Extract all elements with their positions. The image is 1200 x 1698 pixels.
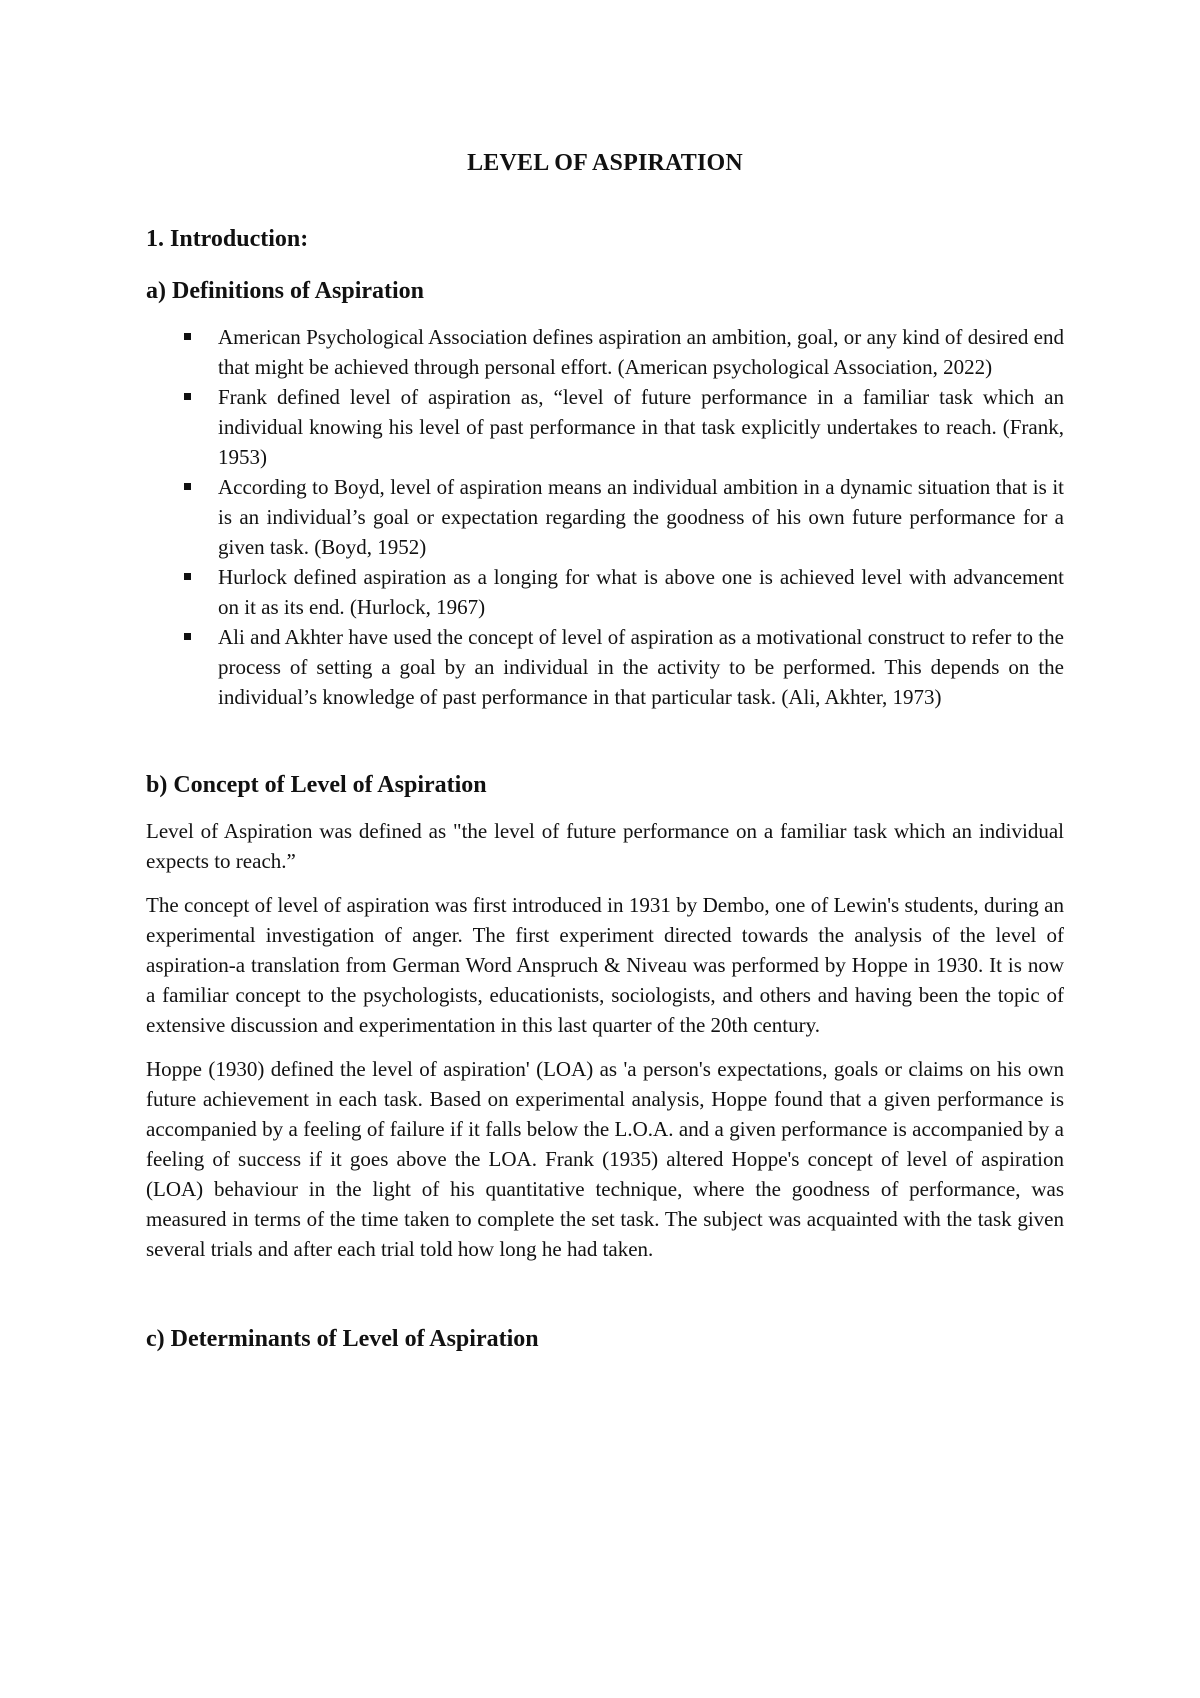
definitions-list <box>146 322 1064 712</box>
subsection-heading-definitions: a) Definitions of Aspiration <box>146 278 425 304</box>
subsection-heading-concept: b) Concept of Level of Aspiration <box>146 772 487 798</box>
document-title: LEVEL OF ASPIRATION <box>467 150 743 176</box>
square-bullet-icon <box>184 633 191 640</box>
list-item-text: According to Boyd, level of aspiration means an individual ambition in a dynamic situation that is it is an individual’s goal or expectation regarding the goodness of his own future performance for a given task. (Boyd, 1952) <box>218 475 1064 559</box>
subsection-heading-determinants: c) Determinants of Level of Aspiration <box>146 1326 539 1352</box>
body-paragraph: The concept of level of aspiration was first introduced in 1931 by Dembo, one of Lewin's students, during an experimental investigation of anger. The first experiment directed towards the analysis of the level of aspiration-a translation from German Word Anspruch & Niveau was performed by Hoppe in 1930. It is now a familiar concept to the psychologists, educationists, sociologists, and others and having been the topic of extensive discussion and experimentation in this last quarter of the 20th century. <box>146 893 1064 1037</box>
body-paragraph: Level of Aspiration was defined as "the level of future performance on a familiar task which an individual expects to reach.” <box>146 819 1064 873</box>
list-item <box>218 322 1064 382</box>
square-bullet-icon <box>184 333 191 340</box>
list-item <box>218 562 1064 622</box>
list-item <box>218 622 1064 712</box>
body-paragraph: Hoppe (1930) defined the level of aspiration' (LOA) as 'a person's expectations, goals or claims on his own future achievement in each task. Based on experimental analysis, Hoppe found that a given performance is accompanied by a feeling of failure if it falls below the L.O.A. and a given performance is accompanied by a feeling of success if it goes above the LOA. Frank (1935) altered Hoppe's concept of level of aspiration (LOA) behaviour in the light of his quantitative technique, where the goodness of performance, was measured in terms of the time taken to complete the set task. The subject was acquainted with the task given several trials and after each trial told how long he had taken. <box>146 1057 1064 1261</box>
square-bullet-icon <box>184 483 191 490</box>
square-bullet-icon <box>184 393 191 400</box>
list-item-text: Ali and Akhter have used the concept of level of aspiration as a motivational construct to refer to the process of setting a goal by an individual in the activity to be performed. This depends on the individual’s knowledge of past performance in that particular task. (Ali, Akhter, 1973) <box>218 625 1064 709</box>
list-item <box>218 472 1064 562</box>
list-item-text: American Psychological Association defines aspiration an ambition, goal, or any kind of desired end that might be achieved through personal effort. (American psychological Association, 2022) <box>218 325 1064 379</box>
list-item-text: Hurlock defined aspiration as a longing for what is above one is achieved level with advancement on it as its end. (Hurlock, 1967) <box>218 565 1064 619</box>
list-item <box>218 382 1064 472</box>
section-heading-introduction: 1. Introduction: <box>146 226 309 252</box>
list-item-text: Frank defined level of aspiration as, “level of future performance in a familiar task which an individual knowing his level of past performance in that task explicitly undertakes to reach. (Frank, 1953) <box>218 385 1064 469</box>
square-bullet-icon <box>184 573 191 580</box>
document-content <box>146 146 1064 1370</box>
